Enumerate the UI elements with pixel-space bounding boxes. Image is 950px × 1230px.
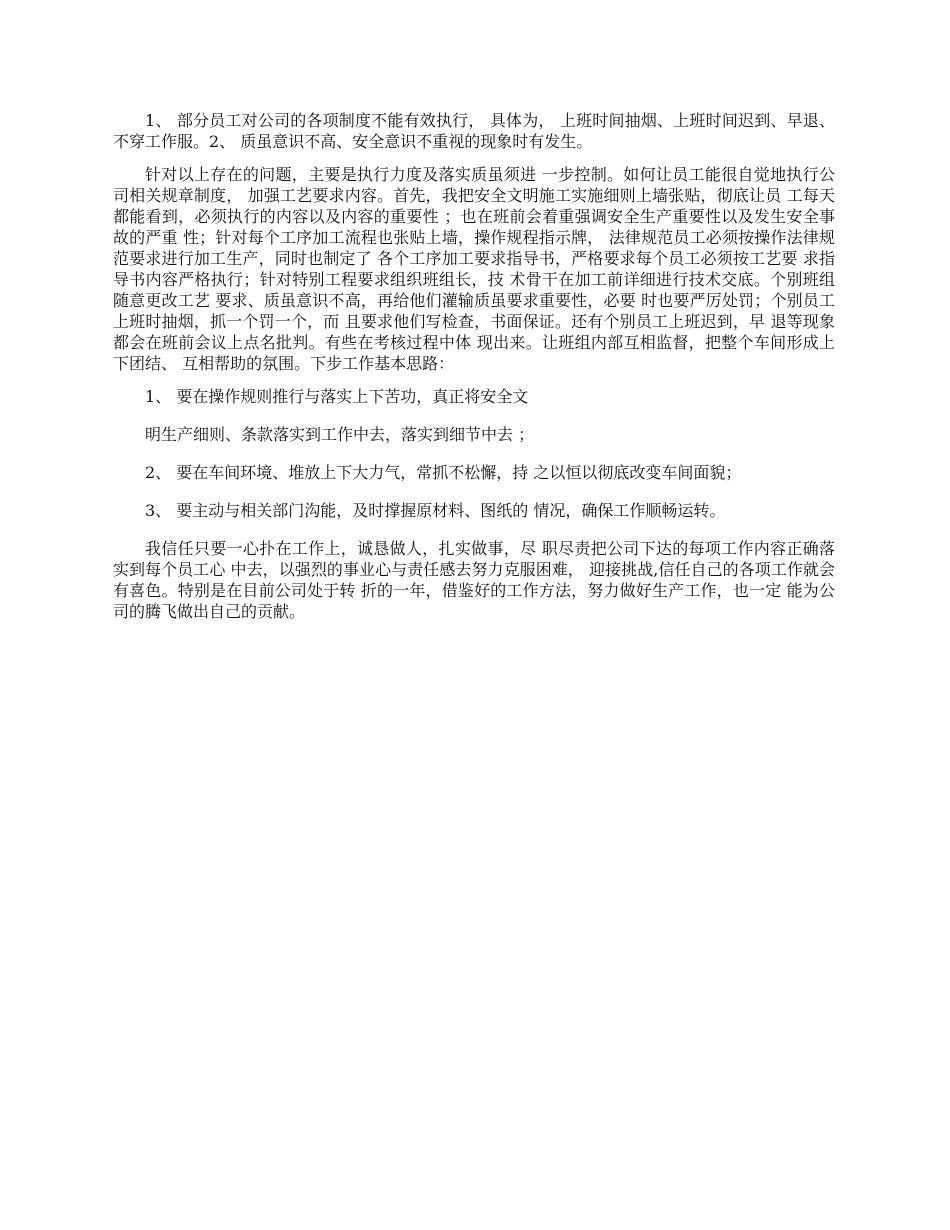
plan-item-2: 2、 要在车间环境、堆放上下大力气，常抓不松懈，持 之以恒以彻底改变车间面貌； (145, 463, 742, 482)
plan-item-1: 1、 要在操作规则推行与落实上下苦功，真正将安全文 (145, 387, 529, 406)
paragraph-issues: 1、 部分员工对公司的各项制度不能有效执行， 具体为， 上班时间抽烟、上班时间迟到、早退、不穿工作服。2、 质虽意识不高、安全意识不重视的现象时有发生。 (113, 111, 835, 151)
document-body (113, 110, 835, 634)
plan-item-1-continued: 明生产细则、条款落实到工作中去，落实到细节中去 ； (145, 425, 535, 444)
paragraph-closing: 我信任只要一心扑在工作上，诚恳做人，扎实做事，尽 职尽责把公司下达的每项工作内容正确落实到每个员工心 中去，以强烈的事业心与责任感去努力克服困难， 迎接挑战,信任自己的各项工作就会有喜色。特别是在目前公司处于转 折的一年，借鉴好的工作方法，努力做好生产工作，也一定 能为公司的腾飞做出自己的贡献。 (113, 539, 835, 621)
paragraph-measures: 针对以上存在的问题，主要是执行力度及落实质虽须进 一步控制。如何让员工能很自觉地执行公司相关规章制度， 加强工艺要求内容。首先，我把安全文明施工实施细则上墙张贴，彻底让员 工每天都能看到，必须执行的内容以及内容的重要性 ；也在班前会着重强调安全生产重要性以及发生安全事故的严重 性；针对每个工序加工流程也张贴上墙，操作规程指示牌， 法律规范员工必须按操作法律规范要求进行加工生产，同时也制定了 各个工序加工要求指导书，严格要求每个员工必须按工艺要 求指导书内容严格执行；针对特别工程要求组织班组长，技 术骨干在加工前详细进行技术交底。个别班组随意更改工艺 要求、质虽意识不高，再给他们灌输质虽要求重要性，必要 时也要严厉处罚；个别员工上班时抽烟，抓一个罚一个，而 且要求他们写检查，书面保证。还有个别员工上班迟到，早 退等现象都会在班前会议上点名批判。有些在考核过程中体 现出来。让班组内部互相监督，把整个车间形成上下团结、 互相帮助的氛围。下步工作基本思路： (113, 165, 835, 373)
plan-item-3: 3、 要主动与相关部门沟能，及时撑握原材料、图纸的 情况，确保工作顺畅运转。 (145, 501, 726, 520)
